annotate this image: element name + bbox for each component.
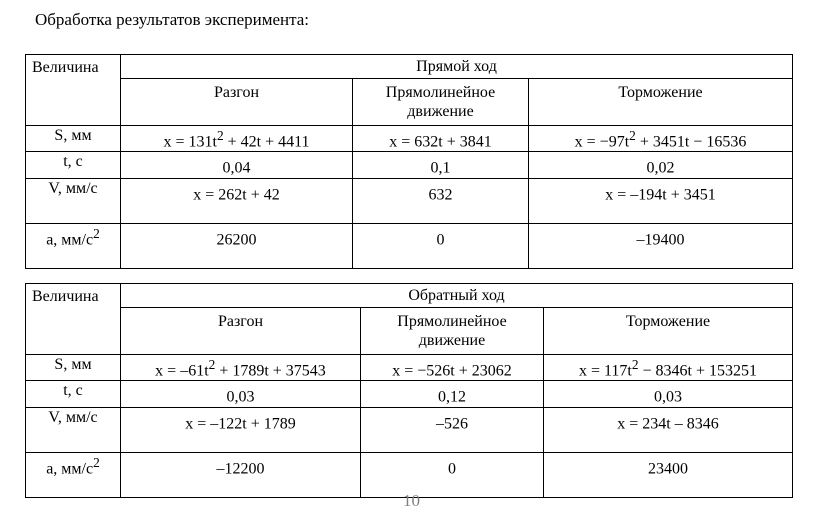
table-cell: 632 [353, 178, 529, 223]
table-cell: $x = 131t^2 + 42t + 4411$ [121, 126, 353, 152]
table-cell: x = –194t + 3451 [529, 178, 793, 223]
reverse-results-table [25, 283, 793, 498]
quantity-column-header: Величина [26, 284, 121, 355]
table-cell: $x = -61t^2 + 1789t + 37543$ [121, 355, 361, 381]
section-heading: Обработка результатов эксперимента: [35, 10, 310, 29]
quantity-column-header: Величина [26, 55, 121, 126]
phase-header-uniform: Прямолинейное движение [361, 308, 544, 355]
table-cell: x = 632t + 3841 [353, 126, 529, 152]
row-label: S, мм [26, 355, 121, 381]
row-label: a, $мм/с^2$ [26, 223, 121, 268]
table-row [26, 178, 793, 223]
row-label: V, мм/с [26, 178, 121, 223]
table-cell: x = −526t + 23062 [361, 355, 544, 381]
table-cell: x = –122t + 1789 [121, 407, 361, 452]
table-header-row [26, 284, 793, 308]
table-row [26, 381, 793, 407]
row-label: t, с [26, 152, 121, 178]
phase-header-uniform: Прямолинейное движение [353, 79, 529, 126]
table-row [26, 355, 793, 381]
direction-header: Прямой ход [121, 55, 793, 79]
page-number: 10 [403, 491, 420, 510]
table-row [26, 126, 793, 152]
row-label: V, мм/с [26, 407, 121, 452]
table-cell: 23400 [544, 452, 793, 497]
table-cell: $x = -97t^2 + 3451t - 16536$ [529, 126, 793, 152]
table-cell: 0 [353, 223, 529, 268]
row-label: a, $мм/с^2$ [26, 452, 121, 497]
direction-header: Обратный ход [121, 284, 793, 308]
forward-results-table [25, 54, 793, 269]
table-row [26, 407, 793, 452]
table-cell: –526 [361, 407, 544, 452]
table-row [26, 223, 793, 268]
table-cell: $x = 117t^2 - 8346t + 153251$ [544, 355, 793, 381]
table-cell: 26200 [121, 223, 353, 268]
row-label: t, с [26, 381, 121, 407]
row-label: S, мм [26, 126, 121, 152]
phase-header-row [26, 308, 793, 355]
table-cell: x = 262t + 42 [121, 178, 353, 223]
table-cell: 0,12 [361, 381, 544, 407]
table-cell: 0,04 [121, 152, 353, 178]
phase-header-braking: Торможение [544, 308, 793, 355]
table-cell: 0,02 [529, 152, 793, 178]
table-cell: x = 234t – 8346 [544, 407, 793, 452]
table-row [26, 152, 793, 178]
table-cell: 0,1 [353, 152, 529, 178]
phase-header-row [26, 79, 793, 126]
table-cell: –12200 [121, 452, 361, 497]
table-header-row [26, 55, 793, 79]
table-cell: 0,03 [544, 381, 793, 407]
phase-header-braking: Торможение [529, 79, 793, 126]
table-cell: 0,03 [121, 381, 361, 407]
table-cell: –19400 [529, 223, 793, 268]
phase-header-acceleration: Разгон [121, 308, 361, 355]
phase-header-acceleration: Разгон [121, 79, 353, 126]
table-cell: 0 [361, 452, 544, 497]
